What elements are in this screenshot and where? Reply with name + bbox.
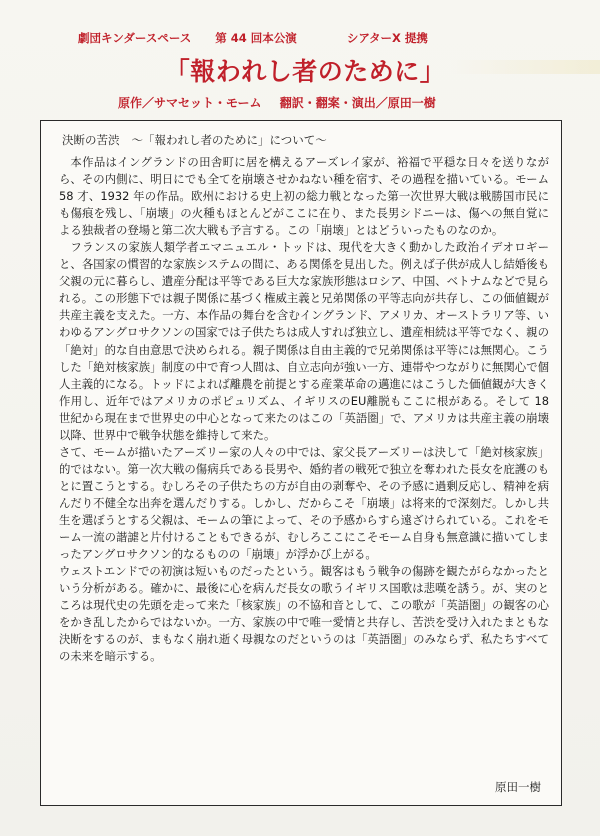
- venue-partner: シアターX 提携: [346, 31, 428, 45]
- paragraph: さて、モームが描いたアーズリー家の人々の中では、家父長アーズリーは決して「絶対核家族」的ではない。第一次大戦の傷病兵である長男や、婚約者の戦死で独立を奪われた長女を庇護のもとに置こうとする。むしろその子供たちの方が自由の剥奪や、その予感に過剰反応し、精神を病んだり不健全な出奔を選んだりする。しかし、だからこそ「崩壊」は将来的で深刻だ。しかし共生を選ぼうとする父親は、モームの筆によって、その予感からすら遠ざけられている。これをモーム一流の諧謔と片付けることもできるが、むしろここにこそモーム自身も無意識に描いてしまったアングロサクソン的なるものの「崩壊」が浮かび上がる。: [59, 444, 549, 562]
- troupe-name: 劇団キンダースペース: [78, 31, 192, 45]
- essay-subtitle: ～「報われし者のために」について～: [131, 133, 327, 147]
- paragraph: 本作品はイングランドの田舎町に居を構えるアーズレイ家が、裕福で平穏な日々を送りながら、その内側に、明日にでも全てを崩壊させかねない種を宿す、その過程を描いている。モーム 58 才、1932 年の作品。欧州における史上初の総力戦となった第一次世界大戦は戦勝国市民にも傷痕を残し、「崩壊」の火種もほとんどがここに在り、また長男シドニーは、傷への無自覚による独裁者の登場と第二次大戦も予言する。この「崩壊」とはどういったものなのか。: [59, 155, 549, 238]
- production-info: [78, 30, 598, 46]
- performance-number: 第 44 回本公演: [215, 31, 297, 45]
- credit-staff: 翻訳・翻案・演出／原田一樹: [279, 96, 436, 110]
- essay-box: [40, 120, 562, 806]
- bleed-through-strip: [450, 60, 600, 74]
- author-signature: 原田一樹: [495, 780, 541, 794]
- credit-original: 原作／サマセット・モーム: [118, 96, 262, 110]
- paragraph: ウェストエンドでの初演は短いものだったという。観客はもう戦争の傷跡を観たがらなかったという分析がある。確かに、最後に心を病んだ長女の歌うイギリス国歌は悲嘆を誘う。が、実のところは現代史の先頭を走って来た「核家族」の不協和音として、この歌が「英語圏」の観客の心をかき乱したからではないか。一方、家族の中で唯一愛情と共存し、苦渋を受け入れたまともな決断をするのが、まもなく崩れ逝く母親なのだというのは「英語圏」のみならず、私たちすべての未来を暗示する。: [59, 564, 549, 664]
- credits: [118, 94, 538, 111]
- essay-title: 決断の苦渋: [62, 133, 120, 147]
- essay-body: [59, 154, 549, 665]
- essay-heading: [62, 132, 327, 148]
- play-title: 「報われし者のために」: [164, 57, 446, 86]
- paragraph: フランスの家族人類学者エマニュエル・トッドは、現代を大きく動かした政治イデオロギーと、各国家の慣習的な家族システムの間に、ある関係を見出した。例えば子供が成人し結婚後も父親の元に暮らし、遺産分配は平等である巨大な家族形態はロシア、中国、ベトナムなどで見られる。この形態下では親子関係に基づく権威主義と兄弟関係の平等志向が共存し、この価値観が共産主義を支えた。一方、本作品の舞台を含むイングランド、アメリカ、オーストラリア等、いわゆるアングロサクソンの国家では子供たちは成人すれば独立し、遺産相続は平等でなく、親の「絶対」的な自由意思で決められる。親子関係は自由主義的で兄弟関係は平等には無関心。こうした「絶対核家族」制度の中で育つ人間は、自立志向が強い一方、連帯やつながりに無関心で個人主義的になる。トッドによれば離農を前提とする産業革命の邁進にはこうした価値観が大きく作用し、近年ではアメリカのポピュリズム、イギリスのEU離脱もここに根がある。そして 18 世紀から現在まで世界史の中心となって来たのはこの「英語圏」で、アメリカは共産主義の崩壊以降、世界中で戦争状態を維持して来た。: [59, 240, 549, 442]
